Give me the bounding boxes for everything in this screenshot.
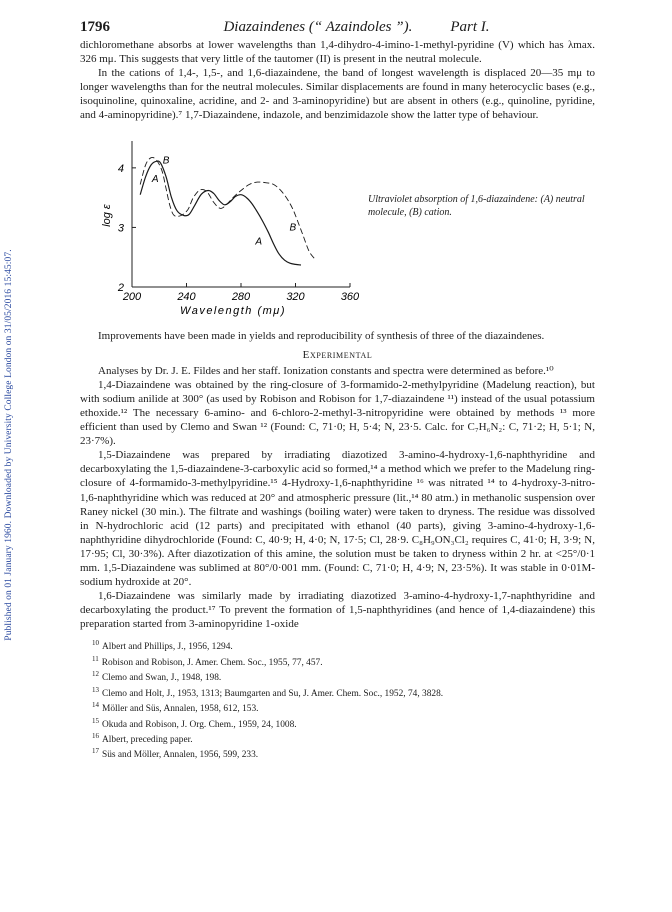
journal-page — [80, 16, 595, 762]
reference-13: $^{13}$ Clemo and Holt, J., 1953, 1313; Baumgarten and Su, J. Amer. Chem. Soc., 1952, 74, 3828. — [92, 685, 444, 699]
reference-16: $^{16}$ Albert, preceding paper. — [92, 731, 193, 746]
download-watermark — [2, 232, 16, 658]
improvements-paragraph: Improvements have been made in yields and reproducibility of synthesis of three of the diazaindenes. — [98, 329, 545, 342]
experimental-paragraph-2: 1,4-Diazaindene was obtained by the ring-closure of 3-formamido-2-methylpyridine (Madelung reaction), but with sodium anilide at 300° (as used by Robison and Robison for 1,7-diazaindene ¹¹) instead of the usual potassium ethoxide.¹² The necessary 6-amino- and 6-chloro-2-methyl-3-nitropyridine were obtained by methods ¹³ more efficient than used by Clemo and Swan ¹² (Found: C, 71·0; H, 5·4; N, 23·5. Calc. for C₇H₆N₂: C, 71·2; H, 5·1; N, 23·7%). — [80, 378, 595, 448]
y-tick-label: 3 — [117, 221, 124, 234]
footnote-references — [92, 638, 595, 761]
series-b-curve — [140, 157, 316, 260]
x-tick-label: 240 — [177, 290, 196, 303]
running-header — [80, 16, 595, 38]
article-part: Part I. — [450, 19, 490, 35]
article-title: Diazaindenes (“ Azaindoles ”). — [223, 19, 413, 35]
curve-label-b: B — [162, 155, 170, 167]
x-tick-label: 320 — [286, 290, 305, 303]
curve-label-b: B — [289, 221, 297, 233]
running-title — [80, 19, 595, 36]
x-axis-label: Wavelength (mμ) — [180, 304, 286, 317]
x-tick-label: 280 — [231, 290, 251, 303]
y-axis-label: log ε — [101, 203, 113, 227]
experimental-paragraph-4: 1,6-Diazaindene was similarly made by irradiating diazotized 3-amino-4-hydroxy-1,7-naphthyridine and decarboxylating the product.¹⁷ To prevent the formation of 1,5-naphthyridines (and hence of 1,4-diazaindene) this preparation started from 3-aminopyridine 1-oxide — [80, 590, 595, 631]
y-tick-label: 2 — [117, 281, 124, 294]
x-tick-label: 200 — [122, 290, 142, 303]
y-tick-label: 4 — [117, 162, 124, 175]
reference-10: $^{10}$ Albert and Phillips, J., 1956, 1294. — [92, 639, 233, 653]
uv-absorption-chart — [80, 129, 360, 325]
figure-caption: Ultraviolet absorption of 1,6-diazaindene: (A) neutral molecule, (B) cation. — [368, 193, 585, 218]
intro-paragraph-1: dichloromethane absorbs at lower wavelengths than 1,4-dihydro-4-imino-1-methyl-pyridine (V) which has λmax. 326 mμ. This suggests that very little of the tautomer (II) is present in the neutral molecule. — [80, 39, 595, 66]
reference-17: $^{17}$ Süs and Möller, Annalen, 1956, 599, 233. — [92, 747, 259, 761]
series-a-curve — [140, 161, 301, 265]
experimental-paragraph-1: Analyses by Dr. J. E. Fildes and her staff. Ionization constants and spectra were determined as before.¹⁰ — [98, 364, 554, 377]
curve-label-a: A — [255, 236, 263, 248]
intro-paragraph-2: In the cations of 1,4-, 1,5-, and 1,6-diazaindene, the band of longest wavelength is displaced 20—35 mμ to longer wavelengths than for the neutral molecules. Similar displacements are found in many heterocyclic bases (e.g., isoquinoline, quinoxaline, acridine, and 2- and 3-aminopyridine) but are absent in others (e.g., quinoline, pyridine, and 4-aminopyridine).⁷ 1,7-Diazaindene, indazole, and benzimidazole show the latter type of behaviour. — [80, 67, 595, 122]
experimental-paragraph-3: 1,5-Diazaindene was prepared by irradiating diazotized 3-amino-4-hydroxy-1,6-naphthyridine and decarboxylating the 1,5-diazaindene-3-carboxylic acid so formed,¹⁴ a method which we prefer to the Madelung ring-closure of 4-formamido-3-methylpyridine.¹⁵ 4-Hydroxy-1,6-naphthyridine ¹⁶ was nitrated ¹⁴ to 4-hydroxy-3-nitro-1,6-naphthyridine which was reduced at 20° and atmospheric pressure (lit.,¹⁴ 80 atm.) in methanolic suspension over Raney nickel (30 min.). The filtrate and washings (boiling water) were taken to dryness. The residue was dissolved in N-hydrochloric acid (12 parts) and precipitated with ethanol (40 parts), giving 3-amino-4-hydroxy-1,6-naphthyridine dihydrochloride (Found: C, 40·9; H, 4·0; N, 17·5; Cl, 28·9. C₈H₉ON₃Cl₂ requires C, 41·0; H, 3·9; N, 17·95; Cl, 30·3%). After diazotization of this amine, the solution must be taken to dryness within 2 hr. at <25°/0·1 mm. 1,5-Diazaindene was sublimed at 80°/0·001 mm. (Found: C, 71·0; H, 4·9; N, 23·5%). It was stable in 0·01M-sodium hydroxide at 20°. — [80, 449, 595, 589]
page-number: 1796 — [80, 19, 110, 35]
reference-14: $^{14}$ Möller and Süs, Annalen, 1958, 612, 153. — [92, 701, 259, 715]
curve-label-a: A — [151, 173, 159, 185]
uv-absorption-figure — [80, 129, 595, 325]
watermark-text: Published on 01 January 1960. Downloaded by University College London on 31/05/2016 15:45:07. — [4, 249, 14, 641]
reference-11: $^{11}$ Robison and Robison, J. Amer. Chem. Soc., 1955, 77, 457. — [92, 654, 323, 668]
reference-12: $^{12}$ Clemo and Swan, J., 1948, 198. — [92, 670, 222, 684]
experimental-heading: Experimental — [302, 348, 373, 361]
reference-15: $^{15}$ Okuda and Robison, J. Org. Chem., 1959, 24, 1008. — [92, 716, 297, 730]
x-tick-label: 360 — [340, 290, 360, 303]
